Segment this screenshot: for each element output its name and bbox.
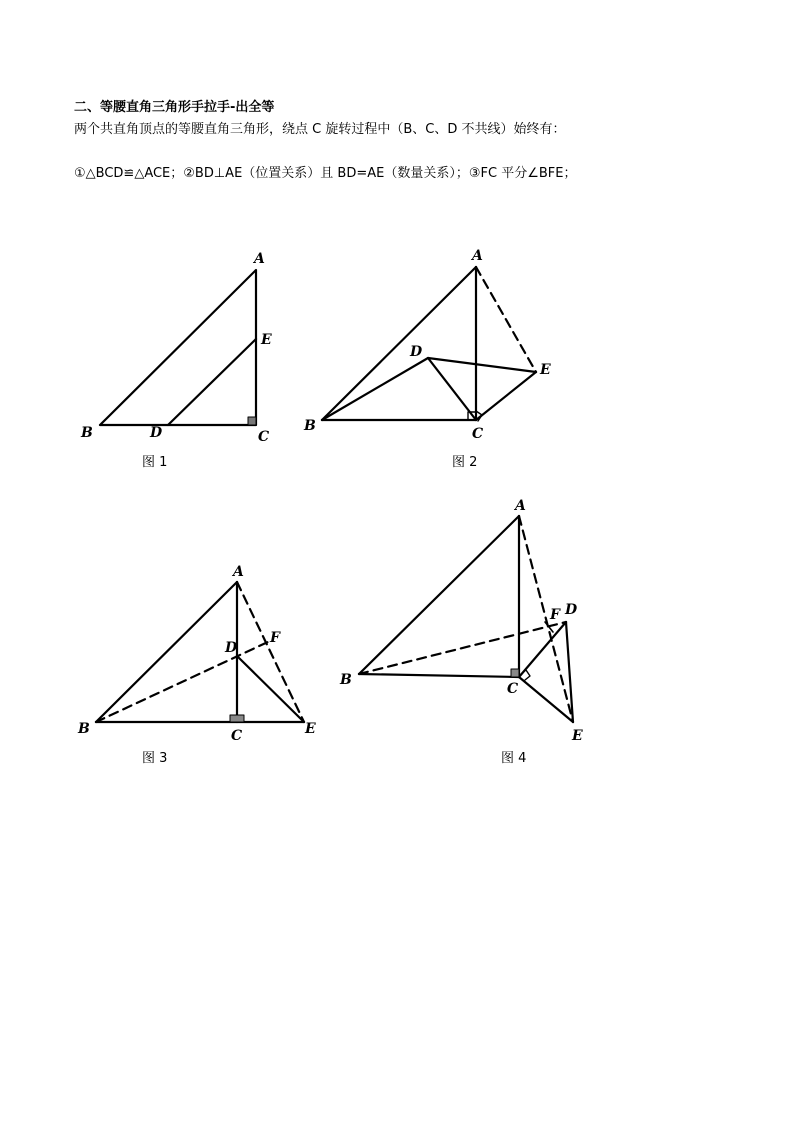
segment-ce <box>476 372 536 420</box>
fig1-label-d: D <box>150 425 163 441</box>
fig2-label-c: C <box>472 426 484 442</box>
fig3-label-e: E <box>305 721 316 737</box>
fig4-label-d: D <box>565 602 578 618</box>
fig2-caption: 图 2 <box>452 455 478 470</box>
intro-text: 两个共直角顶点的等腰直角三角形，绕点 C 旋转过程中（B、C、D 不共线）始终有： <box>74 122 566 137</box>
segment-de <box>237 656 304 722</box>
triangle-abc <box>100 270 256 425</box>
fig3-label-a: A <box>233 564 244 580</box>
segment-bd-dashed <box>359 622 566 674</box>
segment-ba <box>96 582 237 722</box>
fig2-label-a: A <box>472 248 483 264</box>
fig1-label-a: A <box>254 251 265 267</box>
fig2-label-e: E <box>540 362 551 378</box>
fig3-label-b: B <box>78 721 90 737</box>
section-heading: 二、等腰直角三角形手拉手-出全等 <box>74 100 275 115</box>
segment-ae-dashed <box>476 267 536 372</box>
segment-ae-dashed <box>519 516 573 722</box>
fig2-label-d: D <box>410 344 423 360</box>
segment-ce <box>519 677 573 722</box>
fig3-label-c: C <box>231 728 243 744</box>
conclusions-text: ①△BCD≌△ACE；②BD⊥AE（位置关系）且 BD=AE（数量关系）；③FC 平分∠BFE； <box>74 166 577 181</box>
fig3-label-f: F <box>270 630 280 646</box>
fig1-label-b: B <box>81 425 93 441</box>
fig4-label-a: A <box>515 498 526 514</box>
fig2-label-b: B <box>304 418 316 434</box>
right-angle-mark <box>511 669 519 677</box>
right-angle-mark <box>230 715 244 722</box>
fig4-label-b: B <box>340 672 352 688</box>
figure-1 <box>100 270 256 425</box>
segment-bf-dashed <box>96 641 270 722</box>
segment-dc <box>428 358 476 420</box>
figure-2 <box>322 267 536 421</box>
fig3-label-d: D <box>225 640 238 656</box>
segment-ba <box>322 267 476 420</box>
fig3-caption: 图 3 <box>142 751 168 766</box>
fig1-label-c: C <box>258 429 270 445</box>
fig4-caption: 图 4 <box>501 751 527 766</box>
fig4-label-f: F <box>550 607 560 623</box>
fig4-label-c: C <box>507 681 519 697</box>
fig1-label-e: E <box>261 332 272 348</box>
fig4-label-e: E <box>572 728 583 744</box>
intersection-mark <box>545 622 553 632</box>
right-angle-mark <box>248 417 256 425</box>
segment-de <box>168 339 256 425</box>
segment-ba <box>359 516 519 674</box>
segment-bc <box>359 674 519 677</box>
segment-de <box>428 358 536 372</box>
fig1-caption: 图 1 <box>142 455 168 470</box>
figure-3 <box>96 582 304 722</box>
figure-4 <box>359 516 573 722</box>
